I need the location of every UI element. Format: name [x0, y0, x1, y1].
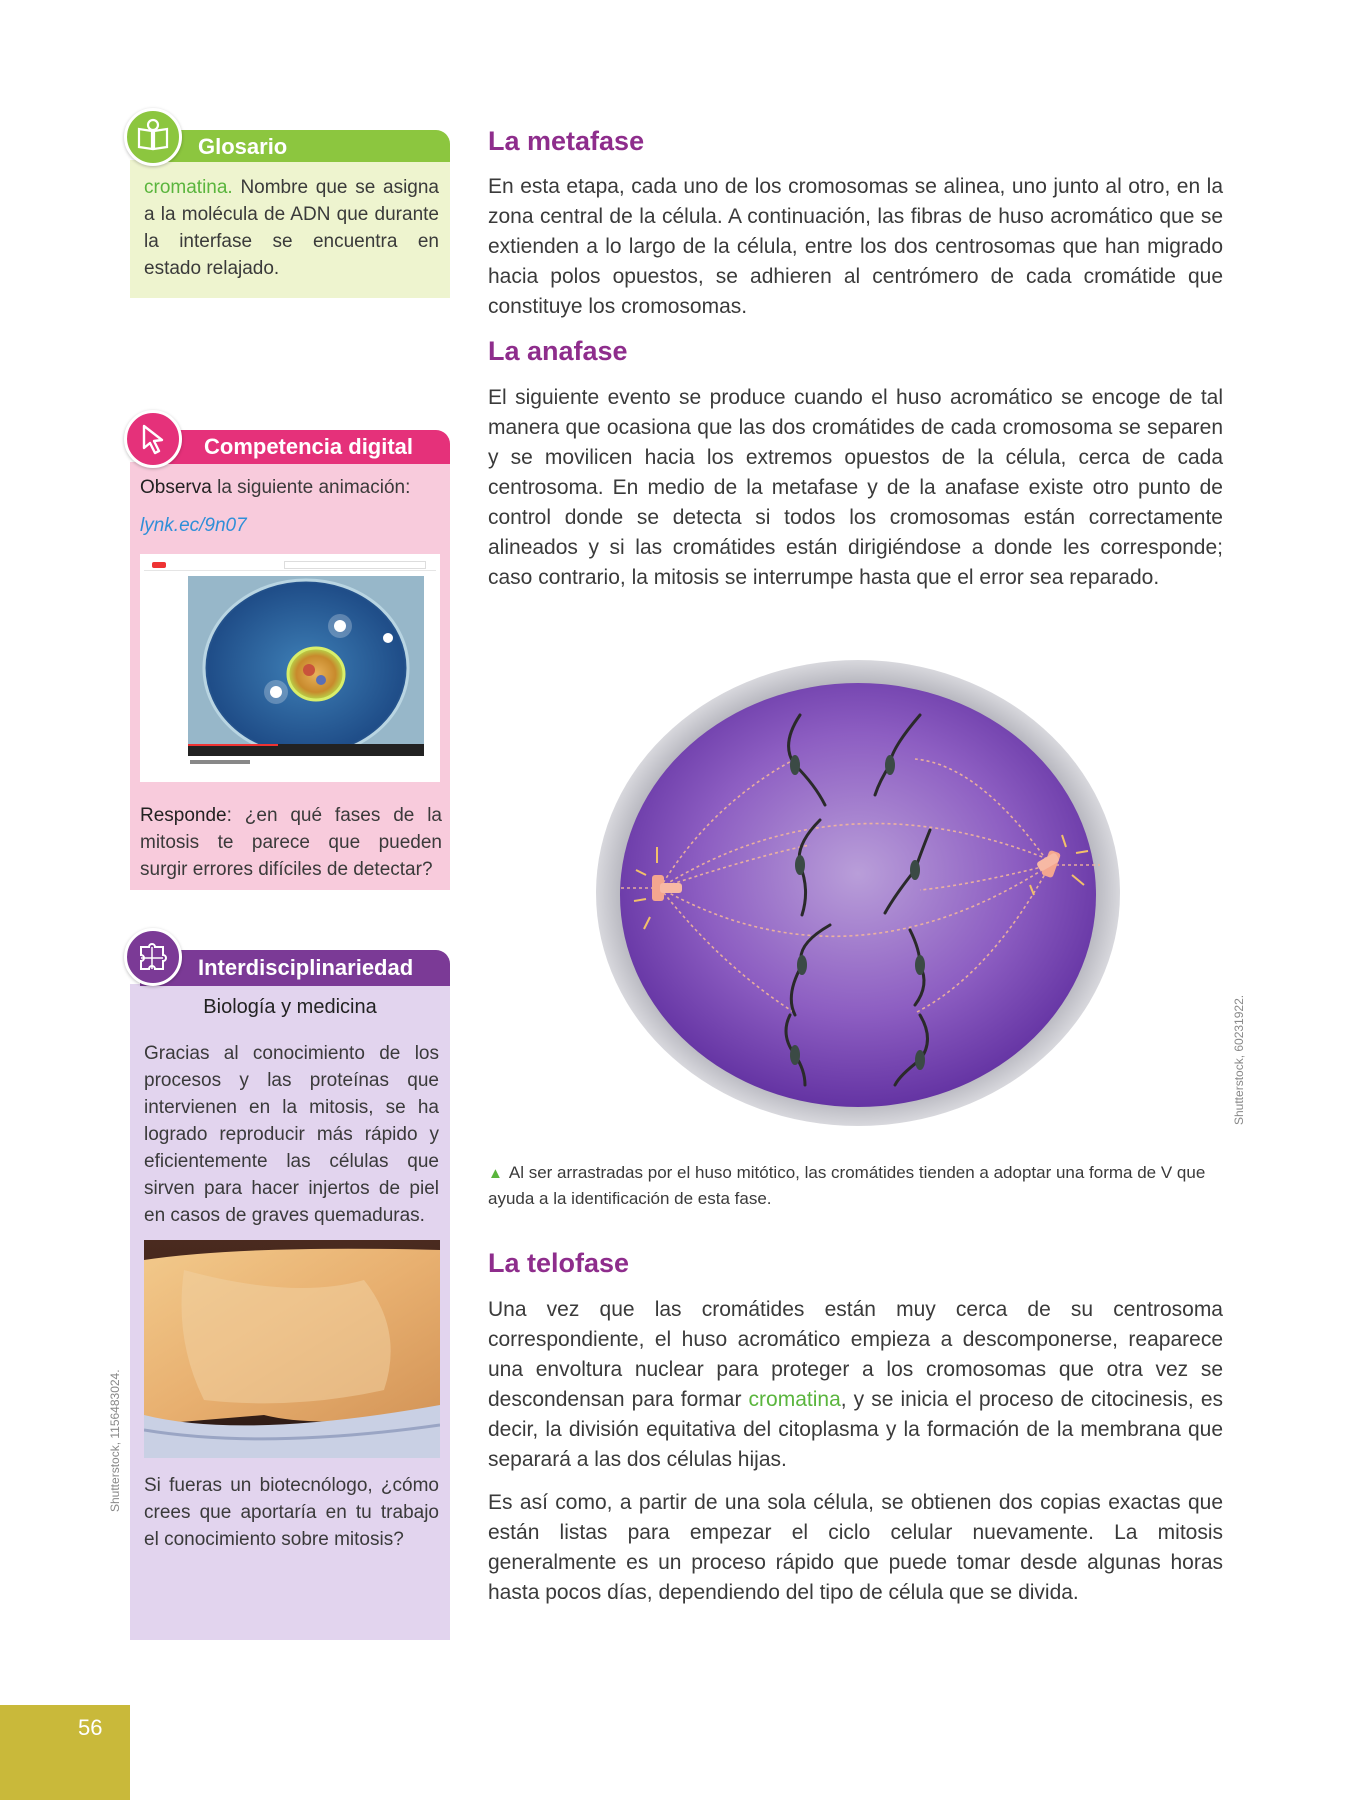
- competencia-box: [130, 430, 450, 890]
- puzzle-icon: [124, 928, 182, 986]
- figure-caption-text: Al ser arrastradas por el huso mitótico, las cromátides tienden a adoptar una forma de V que ayuda a la identificación de esta fase.: [488, 1163, 1206, 1208]
- video-caption-line: [190, 760, 250, 764]
- book-lightbulb-icon: [124, 108, 182, 166]
- video-top-bar: [144, 560, 436, 571]
- video-frame: [188, 576, 424, 756]
- cursor-icon: [124, 410, 182, 468]
- video-search-bar: [284, 561, 426, 569]
- interdisciplinariedad-title: Interdisciplinariedad: [198, 955, 414, 980]
- interdisciplinariedad-header: [140, 950, 450, 986]
- telofase-text: [488, 1295, 1223, 1475]
- responde-bold: Responde: [140, 805, 227, 826]
- interdisciplinariedad-text: Gracias al conocimiento de los procesos y las proteínas que intervienen en la mitosis, se ha logrado reproducir más rápido y eficientemente las células que sirven para hacer injertos de piel en casos de graves quemaduras.: [144, 1043, 439, 1226]
- anaphase-cell-illustration: [590, 655, 1125, 1130]
- telofase-text-2: Es así como, a partir de una sola célula, se obtienen dos copias exactas que están listas para empezar el ciclo celular nuevamente. La mitosis generalmente es un proceso rápido que puede tomar desde algunas horas hasta pocos días, dependiendo del tipo de célula que se divida.: [488, 1491, 1223, 1604]
- telofase-text-before: Una vez que las cromátides están muy cerca de su centrosoma correspondiente, el huso acromático empieza a descomponerse, reaparece una envoltura nuclear para proteger a los cromosomas que otra vez se descondensan para formar: [488, 1298, 1223, 1411]
- glosario-title: Glosario: [198, 134, 288, 159]
- heading-telofase: La telofase: [488, 1248, 630, 1278]
- competencia-responde: [140, 802, 442, 883]
- anafase-text: El siguiente evento se produce cuando el huso acromático se encoge de tal manera que ocasiona que las dos cromátides de cada cromosoma se separen y se movilicen hacia los extremos opuestos de la célula, cerca de cada centrosoma. En medio de la metafase y de la anafase existe otro punto de control donde se detecta si todos los cromosomas están correctamente alineados y si las cromátides están dirigiéndose a donde les corresponde; caso contrario, la mitosis se interrumpe hasta que el error sea reparado.: [488, 386, 1223, 589]
- triangle-marker-icon: ▲: [488, 1165, 503, 1182]
- metafase-text: En esta etapa, cada uno de los cromosomas se alinea, uno junto al otro, en la zona central de la célula. A continuación, las fibras de huso acromático que se extienden a lo largo de la célula, entre los dos centrosomas que han migrado hacia polos opuestos, se adhieren al centrómero de cada cromátide que constituye los cromosomas.: [488, 175, 1223, 318]
- page-number: 56: [78, 1715, 103, 1740]
- animation-link[interactable]: lynk.ec/9n07: [140, 515, 247, 536]
- glosario-definition: Nombre que se asigna a la molécula de ADN que durante la interfase se encuentra en estado relajado.: [144, 177, 439, 279]
- telofase-text-after: , y se inicia el proceso de citocinesis, es decir, la división equitativa del citoplasma y la formación de la membrana que separará a las dos células hijas.: [488, 1388, 1223, 1471]
- interdisciplinariedad-box: [130, 950, 450, 1640]
- figure-caption: [488, 1160, 1223, 1211]
- glosario-text: [144, 174, 439, 282]
- telofase-term: cromatina: [748, 1388, 841, 1411]
- glosario-box: [130, 130, 450, 298]
- interdisciplinariedad-question: Si fueras un biotecnólogo, ¿cómo crees que aportaría en tu trabajo el conocimiento sobre mitosis?: [144, 1475, 439, 1550]
- observe-rest: la siguiente animación:: [211, 477, 411, 498]
- skin-graft-photo: [144, 1240, 440, 1458]
- video-thumbnail[interactable]: [140, 554, 440, 782]
- heading-metafase: La metafase: [488, 126, 645, 156]
- heading-anafase: La anafase: [488, 336, 628, 366]
- responde-rest: : ¿en qué fases de la mitosis te parece que pueden surgir errores difíciles de detectar?: [140, 805, 442, 880]
- competencia-title: Competencia digital: [204, 434, 414, 459]
- competencia-observe: [140, 474, 440, 501]
- competencia-header: [140, 430, 450, 464]
- photo-credit-cell: Shutterstock, 60231922.: [1232, 994, 1246, 1125]
- interdisciplinariedad-subtitle: Biología y medicina: [203, 996, 377, 1018]
- glosario-term: cromatina.: [144, 177, 233, 198]
- photo-credit-skin: Shutterstock, 1156483024.: [108, 1369, 122, 1512]
- glosario-header: [140, 130, 450, 162]
- page-number-tab: [0, 1705, 130, 1800]
- observe-bold: Observa: [140, 477, 212, 498]
- youtube-logo-icon: [152, 562, 166, 568]
